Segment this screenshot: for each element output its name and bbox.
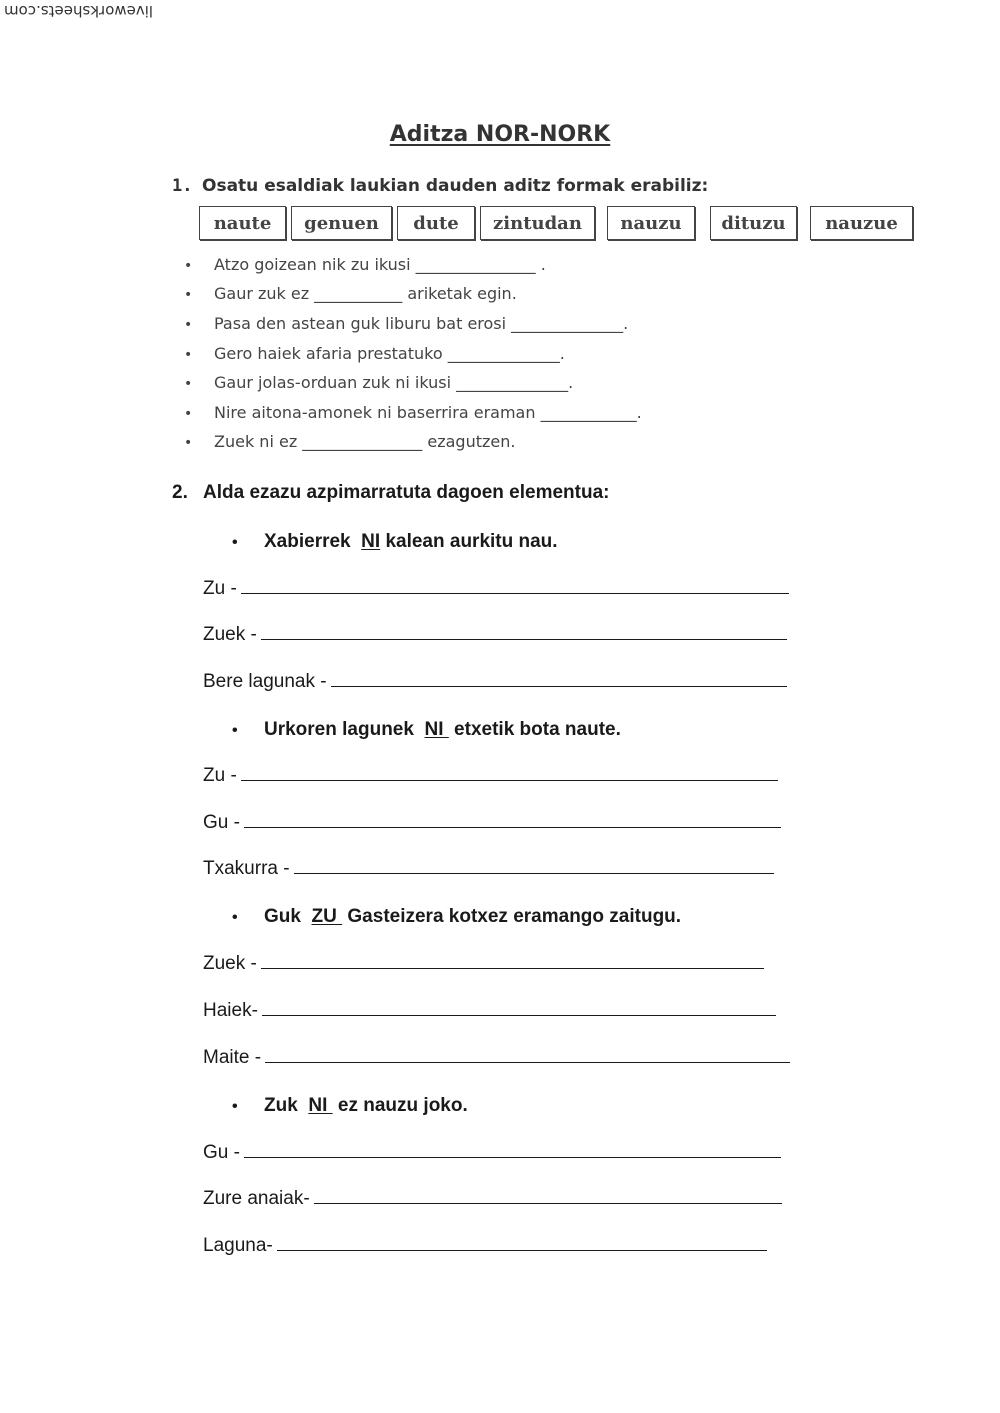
prompt-before: Xabierrek <box>264 531 362 552</box>
answer-blank[interactable] <box>244 1143 781 1158</box>
answer-blank[interactable] <box>261 625 787 640</box>
bullet-icon: • <box>232 909 238 926</box>
answer-line[interactable] <box>203 1188 782 1210</box>
sentence-text: Gaur jolas-orduan zuk ni ikusi ______________. <box>214 373 574 392</box>
prompt-after: ez nauzu joko. <box>332 1095 468 1116</box>
answer-line[interactable] <box>203 812 781 834</box>
list-item <box>184 314 628 333</box>
exercise-2-number: 2. <box>172 482 188 503</box>
answer-blank[interactable] <box>294 859 774 874</box>
answer-blank[interactable] <box>277 1236 767 1251</box>
answer-line[interactable] <box>203 765 778 787</box>
answer-label: Bere lagunak - <box>203 671 327 692</box>
sentence-text: Pasa den astean guk liburu bat erosi ______________. <box>214 314 629 333</box>
answer-blank[interactable] <box>241 766 778 781</box>
prompt-after: etxetik bota naute. <box>448 719 621 740</box>
list-item <box>184 373 573 392</box>
bullet-icon: • <box>232 534 238 551</box>
answer-line[interactable] <box>203 1142 781 1164</box>
underlined-element: ZU <box>311 906 343 927</box>
answer-blank[interactable] <box>244 813 781 828</box>
answer-line[interactable] <box>203 953 764 975</box>
watermark: liveworksheets.com <box>4 2 154 20</box>
sentence-text: Atzo goizean nik zu ikusi _______________ . <box>214 255 546 274</box>
exercise-1-number: 1. <box>172 176 193 196</box>
sentence-text: Gaur zuk ez ___________ ariketak egin. <box>214 284 517 303</box>
bullet-icon: • <box>184 435 193 451</box>
bullet-icon: • <box>184 347 193 363</box>
answer-label: Maite - <box>203 1047 262 1068</box>
exercise-2-instruction: Alda ezazu azpimarratuta dagoen elementua: <box>203 482 610 503</box>
prompt-before: Zuk <box>264 1095 309 1116</box>
prompt-sentence <box>232 531 558 553</box>
answer-line[interactable] <box>203 624 787 646</box>
list-item <box>184 403 642 422</box>
answer-line[interactable] <box>203 578 789 600</box>
list-item <box>184 432 515 451</box>
exercise-1-heading <box>172 176 708 196</box>
prompt-after: Gasteizera kotxez eramango zaitugu. <box>342 906 682 927</box>
bullet-icon: • <box>184 406 193 422</box>
answer-label: Gu - <box>203 812 240 833</box>
underlined-element: NI <box>308 1095 333 1116</box>
prompt-before: Urkoren lagunek <box>264 719 425 740</box>
exercise-1-instruction: Osatu esaldiak laukian dauden aditz formak erabiliz: <box>202 176 709 196</box>
list-item <box>184 255 546 274</box>
bullet-icon: • <box>184 258 193 274</box>
word-box: dituzu <box>710 206 797 240</box>
answer-label: Txakurra - <box>203 858 290 879</box>
word-box: zintudan <box>480 206 595 240</box>
list-item <box>184 284 517 303</box>
underlined-element: NI <box>361 531 381 552</box>
word-box: genuen <box>291 206 392 240</box>
page-title: Aditza NOR-NORK <box>389 122 611 147</box>
answer-label: Zu - <box>203 578 237 599</box>
bullet-icon: • <box>184 317 193 333</box>
prompt-after: kalean aurkitu nau. <box>380 531 558 552</box>
sentence-text: Nire aitona-amonek ni baserrira eraman ____________. <box>214 403 642 422</box>
answer-line[interactable] <box>203 1000 776 1022</box>
answer-blank[interactable] <box>262 1001 776 1016</box>
answer-label: Gu - <box>203 1142 240 1163</box>
answer-label: Haiek- <box>203 1000 258 1021</box>
answer-blank[interactable] <box>331 672 787 687</box>
prompt-sentence <box>232 719 621 741</box>
bullet-icon: • <box>232 722 238 739</box>
word-box: dute <box>397 206 475 240</box>
bullet-icon: • <box>184 376 193 392</box>
exercise-2-heading <box>172 482 610 504</box>
answer-line[interactable] <box>203 1235 767 1257</box>
prompt-before: Guk <box>264 906 312 927</box>
answer-label: Zure anaiak- <box>203 1188 310 1209</box>
answer-blank[interactable] <box>265 1048 790 1063</box>
answer-label: Zuek - <box>203 953 257 974</box>
answer-label: Zu - <box>203 765 237 786</box>
bullet-icon: • <box>232 1098 238 1115</box>
word-box: nauzue <box>810 206 913 240</box>
prompt-sentence <box>232 906 681 928</box>
word-box: naute <box>199 206 286 240</box>
sentence-text: Zuek ni ez _______________ ezagutzen. <box>214 432 516 451</box>
prompt-sentence <box>232 1095 468 1117</box>
word-box: nauzu <box>607 206 695 240</box>
answer-line[interactable] <box>203 1047 790 1069</box>
answer-blank[interactable] <box>241 579 789 594</box>
list-item <box>184 344 565 363</box>
bullet-icon: • <box>184 287 193 303</box>
answer-blank[interactable] <box>261 954 764 969</box>
underlined-element: NI <box>424 719 449 740</box>
answer-line[interactable] <box>203 671 787 693</box>
answer-line[interactable] <box>203 858 774 880</box>
answer-label: Zuek - <box>203 624 257 645</box>
sentence-text: Gero haiek afaria prestatuko ______________. <box>214 344 565 363</box>
answer-label: Laguna- <box>203 1235 273 1256</box>
answer-blank[interactable] <box>314 1189 782 1204</box>
